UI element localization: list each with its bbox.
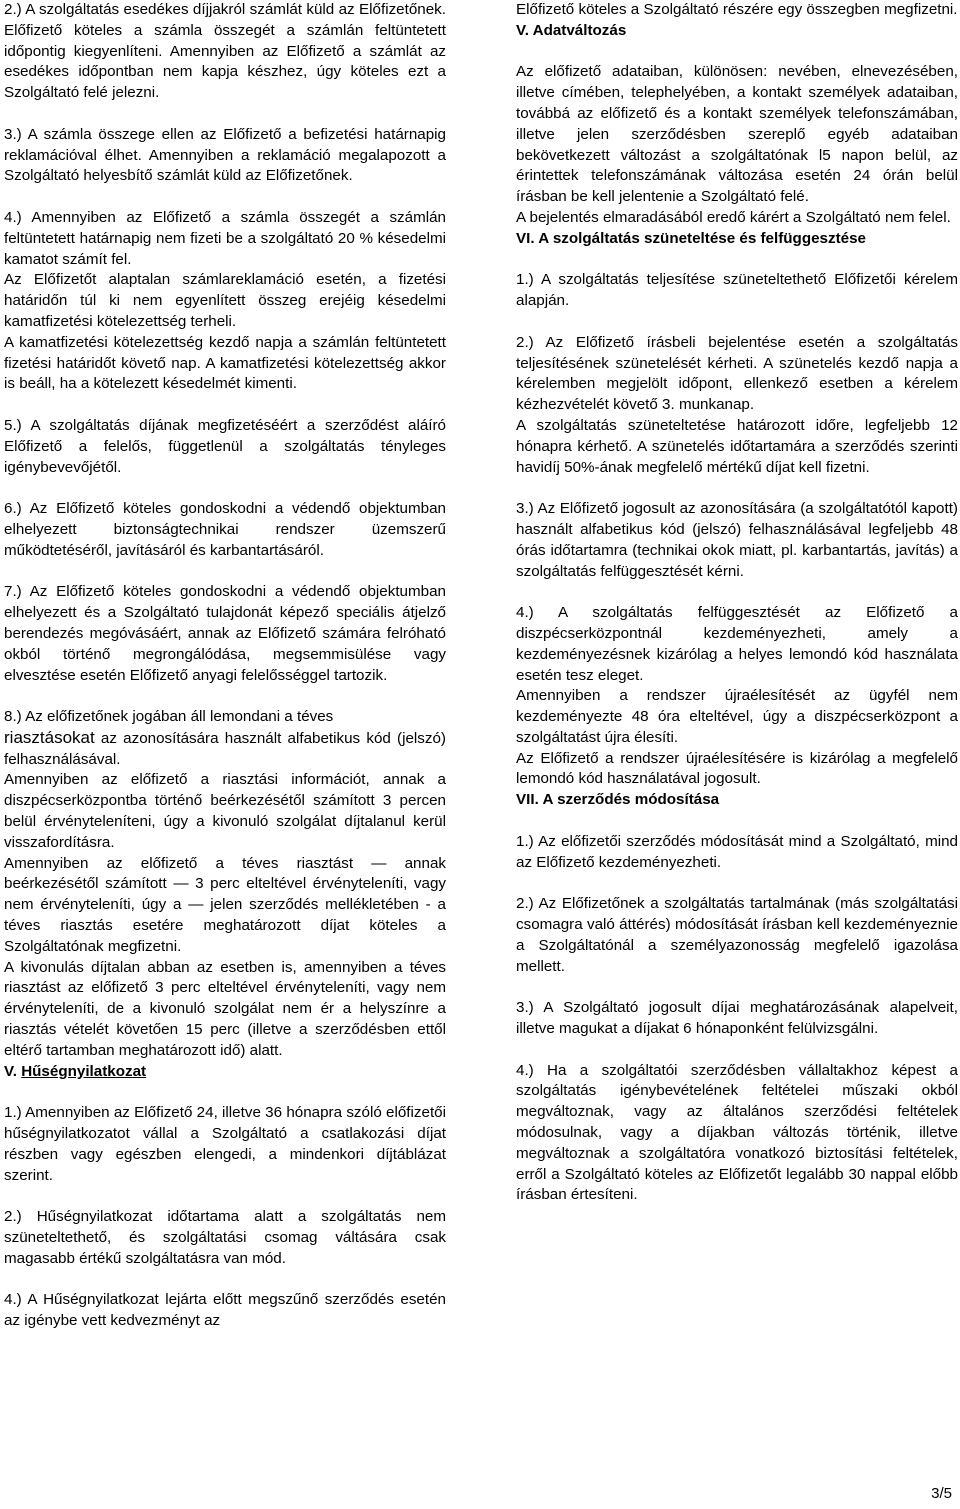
heading-szuneteltetes: VI. A szolgáltatás szüneteltése és felfüggesztése bbox=[516, 229, 866, 247]
right-column bbox=[516, 0, 958, 1206]
paragraph-vii4: 4.) Ha a szolgáltatói szerződésben vállaltakhoz képest a szolgáltatás igénybevételének feltételei műszaki okból megváltoznak, vagy az általános szerződési feltételek módosulnak, vagy a díjakban változás történik, illetve megváltoznak a szolgáltatóra vonatkozó biztosítási feltételek, erről a Szolgáltató köteles az Előfizetőt legalább 30 nappal előbb írásban értesíteni. bbox=[516, 1061, 958, 1204]
paragraph-vi2a: 2.) Az Előfizető írásbeli bejelentése esetén a szolgáltatás teljesítésének szünetelését kérheti. A szünetelés kezdő napja a kérelemben megjelölt időpont, ellenkező esetben a kérelem kézhezvételét követő 3. munkanap. bbox=[516, 333, 958, 414]
paragraph-3: 3.) A számla összege ellen az Előfizető a befizetési határnapig reklamációval élhet. Amennyiben a reklamáció megalapozott a Szolgáltató helyesbítő számlát küld az Előfizetőnek. bbox=[4, 125, 446, 185]
paragraph-vii3: 3.) A Szolgáltató jogosult díjai meghatározásának alapelveit, illetve magukat a díjakat 6 hónaponként felülvizsgálni. bbox=[516, 999, 958, 1038]
paragraph-vi4a: 4.) A szolgáltatás felfüggesztését az Előfizető a diszpécserközpontnál kezdeményezheti, amely a kezdeményezésnek kizárólag a helyes lemondó kód használata esetén tesz eleget. bbox=[516, 604, 958, 684]
paragraph-8a-end: az azonosítására használt alfabetikus kód (jelszó) felhasználásával. bbox=[4, 729, 446, 768]
paragraph-adat-2: A bejelentés elmaradásából eredő kárért a Szolgáltató nem felel. bbox=[516, 208, 951, 226]
paragraph-vii1: 1.) Az előfizetői szerződés módosítását mind a Szolgáltató, mind az Előfizető kezdeményezheti. bbox=[516, 832, 958, 871]
paragraph-adat-1: Az előfizető adataiban, különösen: nevében, elnevezésében, illetve címében, telephelyében, a kontakt személyek adataiban, továbbá az előfizető és a kontakt személyek telefonszámában, illetve jelen szerződésben szereplő egyéb adataiban bekövetkezett változást a szolgáltatónak l5 napon belül, az érintettek telefonszámának változása esetén 24 órán belül írásban be kell jelentenie a Szolgáltató felé. bbox=[516, 63, 958, 206]
paragraph-8b: Amennyiben az előfizető a riasztási információt, annak a diszpécserközpontba történő beérkezésétől számított 3 percen belül érvényteleníteni, úgy a kivonuló szolgálat díjtalanul kerül visszafordításra. bbox=[4, 771, 446, 851]
paragraph-vi2b: A szolgáltatás szüneteltetése határozott időre, legfeljebb 12 hónapra kérhető. A szünetelés időtartamára a szerződés szerinti havidíj 50%-ának megfelelő mértékű díjat kell fizetni. bbox=[516, 416, 958, 476]
heading-prefix: V. bbox=[4, 1062, 22, 1080]
left-column bbox=[4, 0, 446, 1332]
heading-husegnyilatkozat bbox=[4, 1062, 446, 1083]
paragraph-7: 7.) Az Előfizető köteles gondoskodni a védendő objektumban elhelyezett és a Szolgáltató tulajdonát képező speciális átjelző berendezés megóvásáért, annak az Előfizető számára felróható okból történő megrongálódása, megsemmisülése vagy elvesztése esetén Előfizető anyagi felelősséggel tartozik. bbox=[4, 583, 446, 684]
paragraph-6: 6.) Az Előfizető köteles gondoskodni a védendő objektumban elhelyezett biztonságtechnikai rendszer üzemszerű működtetéséről, javításáról és karbantartásáról. bbox=[4, 500, 446, 559]
heading-modositas: VII. A szerződés módosítása bbox=[516, 791, 720, 809]
paragraph-5: 5.) A szolgáltatás díjának megfizetéséért a szerződést aláíró Előfizető a felelős, függetlenül a szolgáltatás tényleges igénybevevőjétől. bbox=[4, 416, 446, 476]
paragraph-v4: 4.) A Hűségnyilatkozat lejárta előtt megszűnő szerződés esetén az igénybe vett kedvezményt az bbox=[4, 1291, 446, 1330]
paragraph-8d: A kivonulás díjtalan abban az esetben is, amennyiben a téves riasztást az előfizető 3 perc elteltével érvényteleníti, vagy nem érvényteleníti, de a kivonuló szolgálat nem ér a helyszínre a riasztás vételét követően 15 perc (illetve a szerződésben ettől eltérő tartamban meghatározott idő) alatt. bbox=[4, 958, 446, 1059]
paragraph-v1: 1.) Amennyiben az Előfizető 24, illetve 36 hónapra szóló előfizetői hűségnyilatkozatot vállal a Szolgáltató a csatlakozási díjat részben vagy egészben elengedi, a mindenkori díjtáblázat szerint. bbox=[4, 1104, 446, 1184]
paragraph-vi1: 1.) A szolgáltatás teljesítése szüneteltethető Előfizetői kérelem alapján. bbox=[516, 271, 958, 310]
paragraph-vi3: 3.) Az Előfizető jogosult az azonosítására (a szolgáltatótól kapott) használt alfabetikus kód (jelszó) felhasználásával legfeljebb 48 órás időtartamra (technikai okok miatt, pl. karbantartás, javítás) a szolgáltatás felfüggesztését kérni. bbox=[516, 500, 958, 580]
page-number: 3/5 bbox=[931, 1485, 952, 1503]
paragraph-4b: Az Előfizetőt alaptalan számlareklamáció esetén, a fizetési határidőn túl ki nem egyenlített összeg erejéig késedelmi kamatfizetési kötelezettség terheli. bbox=[4, 271, 446, 330]
paragraph-8a bbox=[4, 707, 446, 770]
paragraph-4c: A kamatfizetési kötelezettség kezdő napja a számlán feltüntetett fizetési határidőt követő nap. A kamatfizetési kötelezettség akkor is beáll, ha a kötelezett késedelmét kimenti. bbox=[4, 333, 446, 393]
paragraph-8c: Amennyiben az előfizető a téves riasztást — annak beérkezésétől számított — 3 perc elteltével érvényteleníti, vagy nem érvényteleníti, úgy a — jelen szerződés mellékletében - a téves riasztás esetére meghatározott díjat köteles a Szolgáltatónak megfizetni. bbox=[4, 854, 446, 955]
paragraph-continuation: Előfizető köteles a Szolgáltató részére egy összegben megfizetni. bbox=[516, 1, 958, 18]
paragraph-vi4c: Az Előfizető a rendszer újraélesítésére is kizárólag a megfelelő lemondó kód használatával jogosult. bbox=[516, 749, 958, 788]
paragraph-v2: 2.) Hűségnyilatkozat időtartama alatt a szolgáltatás nem szüneteltethető, és szolgáltatási csomag váltására csak magasabb értékű szolgáltatásra van mód. bbox=[4, 1208, 446, 1267]
paragraph-4a: 4.) Amennyiben az Előfizető a számla összegét a számlán feltüntetett határnapig nem fizeti be a szolgáltató 20 % késedelmi kamatot számít fel. bbox=[4, 208, 446, 268]
heading-adatvaltozas: V. Adatváltozás bbox=[516, 21, 627, 39]
paragraph-8a-start: 8.) Az előfizetőnek jogában áll lemondani a téves bbox=[4, 708, 334, 726]
paragraph-vii2: 2.) Az Előfizetőnek a szolgáltatás tartalmának (más szolgáltatási csomagra való áttérés) módosítását írásban kell kezdeményeznie a Szolgáltatónál a személyazonosság megfelelő igazolása mellett. bbox=[516, 895, 958, 975]
paragraph-8a-emphasis: riasztásokat bbox=[4, 727, 95, 747]
heading-title: Hűségnyilatkozat bbox=[21, 1062, 147, 1080]
paragraph-vi4b: Amennyiben a rendszer újraélesítését az ügyfél nem kezdeményezte 48 óra elteltével, úgy a diszpécserközpont a szolgáltatást újra élesíti. bbox=[516, 687, 958, 746]
paragraph-2: 2.) A szolgáltatás esedékes díjjakról számlát küld az Előfizetőnek. Előfizető köteles a számla összegét a számlán feltüntetett időpontig kiegyenlíteni. Amennyiben az Előfizető a számlát az esedékes időpontban nem kapja készhez, úgy köteles ezt a Szolgáltató felé jelezni. bbox=[4, 1, 446, 102]
